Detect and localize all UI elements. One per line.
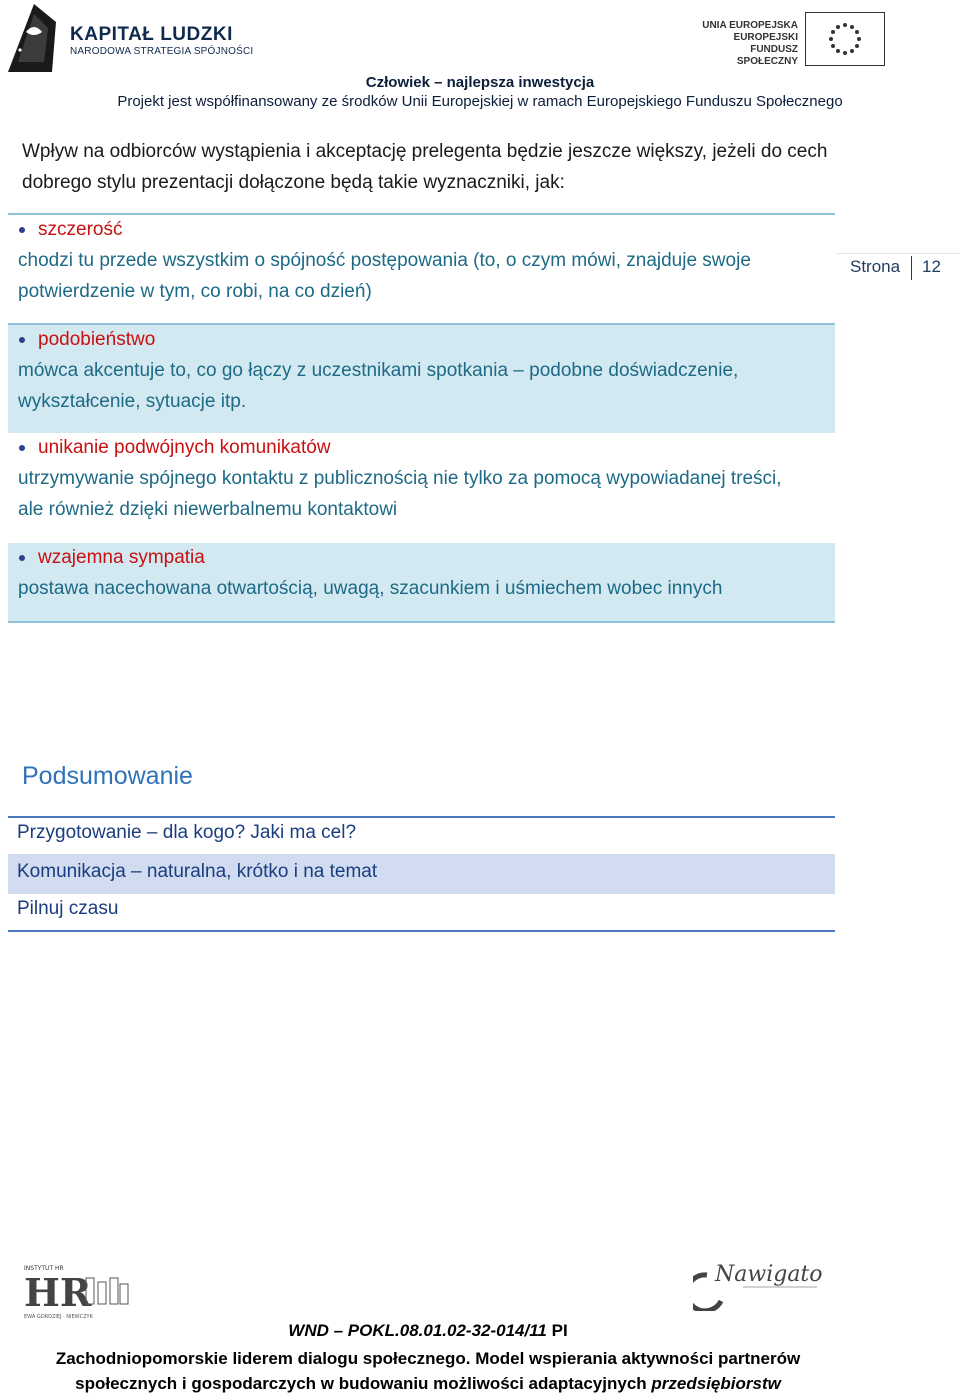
bullet-icon xyxy=(19,555,25,561)
trait-term: szczerość xyxy=(38,219,123,240)
eu-line3: FUNDUSZ SPOŁECZNY xyxy=(736,44,798,67)
footer-project-code xyxy=(0,1321,856,1341)
trait-term: podobieństwo xyxy=(38,329,156,350)
hr-logo-label: INSTYTUT HR xyxy=(24,1265,64,1272)
nawigator-logo xyxy=(693,1255,823,1311)
intro-paragraph: Wpływ na odbiorców wystąpienia i akceptację prelegenta będzie jeszcze większy, jeżeli do cech dobrego stylu prezentacji dołączone będą takie wyznaczniki, jak: xyxy=(22,141,828,193)
summary-bottom-border xyxy=(8,930,835,932)
bullet-icon xyxy=(19,337,25,343)
eu-logo-text xyxy=(690,20,798,68)
footer-line2: Zachodniopomorskie liderem dialogu społecznego. Model wspierania aktywności partnerów xyxy=(55,1349,801,1368)
summary-item: Komunikacja – naturalna, krótko i na temat xyxy=(8,854,835,894)
kapital-ludzki-emblem-icon xyxy=(4,2,64,74)
trait-heading xyxy=(8,433,835,463)
summary-item: Przygotowanie – dla kogo? Jaki ma cel? xyxy=(17,822,357,843)
hr-logo-sub: EWA GORDZIEJ · NIEWCZYK xyxy=(24,1314,93,1320)
kapital-ludzki-title: KAPITAŁ LUDZKI xyxy=(70,24,233,45)
project-code-suffix: PI xyxy=(551,1321,568,1340)
footer-line3-italic: przedsiębiorstw xyxy=(651,1374,781,1393)
trait-row xyxy=(8,325,835,433)
table-bottom-border xyxy=(8,621,835,623)
trait-term: wzajemna sympatia xyxy=(38,547,205,568)
bullet-icon xyxy=(19,227,25,233)
footer-line3-wrap xyxy=(0,1371,856,1396)
page-label: Strona xyxy=(850,257,901,276)
trait-description: utrzymywanie spójnego kontaktu z publicznością nie tylko za pomocą wypowiadanej treści, ale również dzięki niewerbalnemu kontaktowi xyxy=(18,468,782,520)
footer-project-title xyxy=(0,1346,856,1396)
motto: Człowiek – najlepsza inwestycja xyxy=(365,74,595,91)
footer-line3: społecznych i gospodarczych w budowaniu możliwości adaptacyjnych xyxy=(75,1374,647,1393)
summary-item: Pilnuj czasu xyxy=(17,898,119,919)
trait-row xyxy=(8,543,835,621)
summary-heading: Podsumowanie xyxy=(22,762,193,790)
trait-heading xyxy=(8,325,835,355)
page-number: 12 xyxy=(922,257,941,276)
eu-line1: UNIA EUROPEJSKA xyxy=(702,20,798,31)
trait-term: unikanie podwójnych komunikatów xyxy=(38,437,331,458)
trait-row xyxy=(8,433,835,543)
kapital-ludzki-subtitle: NARODOWA STRATEGIA SPÓJNOŚCI xyxy=(70,46,254,57)
page-separator xyxy=(911,256,912,280)
eu-flag-icon xyxy=(805,12,885,66)
trait-description: chodzi tu przede wszystkim o spójność postępowania (to, o czym mówi, znajduje swoje potwierdzenie w tym, co robi, na co dzień) xyxy=(18,250,751,302)
bullet-icon xyxy=(19,445,25,451)
svg-text:HR: HR xyxy=(24,1270,92,1315)
trait-description: mówca akcentuje to, co go łączy z uczestnikami spotkania – podobne doświadczenie, wykształcenie, sytuacje itp. xyxy=(18,360,739,412)
trait-description: postawa nacechowana otwartością, uwagą, szacunkiem i uśmiechem wobec innych xyxy=(18,578,723,599)
kapital-ludzki-logo xyxy=(4,2,64,74)
trait-row xyxy=(8,215,835,323)
eu-line2: EUROPEJSKI xyxy=(733,32,798,43)
trait-heading xyxy=(8,215,835,245)
nawigator-logo-label: Nawigator xyxy=(715,1262,823,1287)
instytut-hr-logo xyxy=(22,1262,132,1322)
project-code: WND – POKL.08.01.02-32-014/11 xyxy=(288,1321,547,1340)
project-funding-line: Projekt jest współfinansowany ze środków Unii Europejskiej w ramach Europejskiego Funduszu Społecznego xyxy=(117,93,843,110)
trait-heading xyxy=(8,543,835,573)
